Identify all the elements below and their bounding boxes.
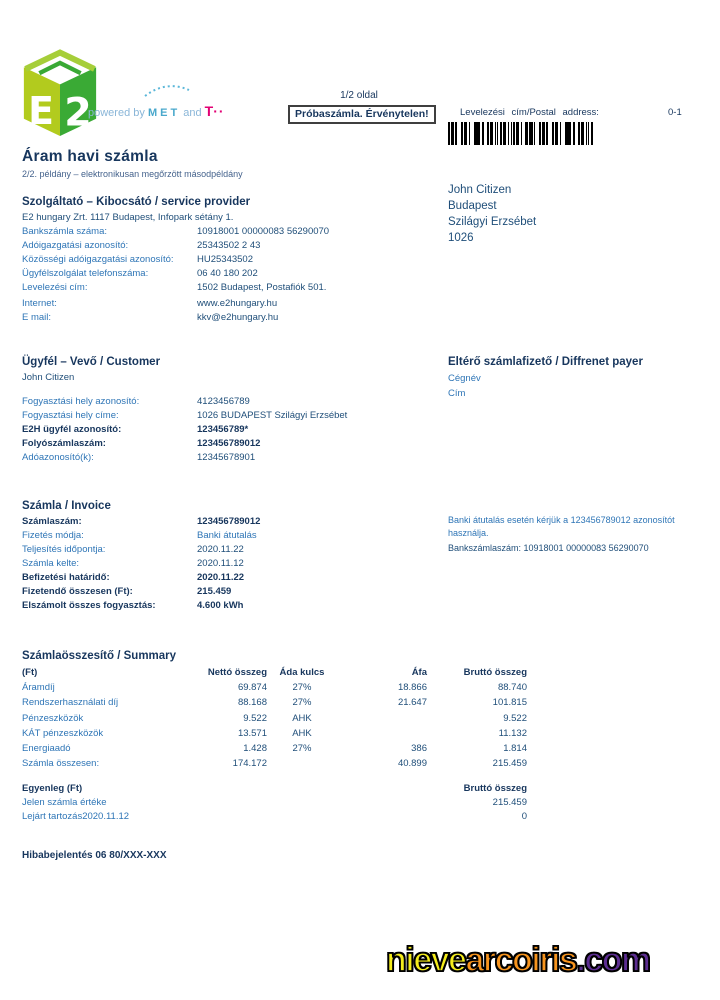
provider-row-label: Ügyfélszolgálat telefonszáma: <box>22 268 149 279</box>
provider-row-label: Közösségi adóigazgatási azonosító: <box>22 254 174 265</box>
met-logo: MET <box>147 107 181 119</box>
customer-row-value: 1026 BUDAPEST Szilágyi Erzsébet <box>197 410 348 421</box>
customer-row <box>22 409 432 423</box>
row-label: KÁT pénzeszközök <box>22 727 104 739</box>
customer-row <box>22 451 432 465</box>
invoice-number: 123456789012 <box>197 516 261 527</box>
row-brutto: 215.459 <box>492 758 527 770</box>
provider-heading: Szolgáltató – Kibocsátó / service provider <box>22 196 251 208</box>
watermark-part3: .com <box>576 941 650 979</box>
bank-note-line2: használja. <box>448 527 489 538</box>
invoice-section <box>22 500 432 613</box>
address-label: Cím <box>448 388 466 399</box>
summary-table-section <box>22 650 527 771</box>
invoice-row-label: Fizetendő összesen (Ft): <box>22 586 133 597</box>
customer-row-label: Fogyasztási hely címe: <box>22 410 119 421</box>
table-row <box>22 695 527 710</box>
powered-by-line <box>88 103 225 119</box>
provider-row-value: 06 40 180 202 <box>197 268 258 279</box>
draft-stamp: Próbaszámla. Érvénytelen! <box>288 105 436 124</box>
col-netto: Nettó összeg <box>207 667 267 678</box>
provider-row <box>22 297 432 311</box>
summary-unit: (Ft) <box>22 667 38 678</box>
invoice-row <box>22 599 432 613</box>
row-kulcs: AHK <box>292 712 312 724</box>
provider-row-value: 1502 Budapest, Postafiók 501. <box>197 282 327 293</box>
customer-row-value: 123456789* <box>197 424 249 435</box>
e2-logo-graphic <box>17 48 103 138</box>
customer-row-label: Fogyasztási hely azonosító: <box>22 396 140 407</box>
bank-note-line1: Banki átutalás esetén kérjük a 123456789012 azonosítót <box>448 515 675 525</box>
customer-row <box>22 423 432 437</box>
recipient-zip: 1026 <box>448 232 474 244</box>
telekom-dots-icon: ·· <box>213 103 225 119</box>
page-indicator: 1/2 oldal <box>340 90 378 101</box>
provider-row <box>22 281 432 295</box>
row-kulcs: 27% <box>292 697 312 709</box>
invoice-row-label: Elszámolt összes fogyasztás: <box>22 600 156 611</box>
telekom-logo: T <box>204 103 214 119</box>
col-afa: Áfa <box>411 667 427 678</box>
customer-heading: Ügyfél – Vevő / Customer <box>22 356 161 368</box>
customer-row-value: 4123456789 <box>197 396 250 407</box>
col-brutto: Bruttó összeg <box>463 667 527 678</box>
balance-row-label: Lejárt tartozás2020.11.12 <box>22 811 130 822</box>
row-brutto: 101.815 <box>492 697 527 709</box>
row-brutto: 1.814 <box>503 743 527 755</box>
row-kulcs: 27% <box>292 743 312 755</box>
provider-row <box>22 311 432 325</box>
e2-logo-letter-2: 2 <box>64 89 92 136</box>
row-afa <box>337 711 427 726</box>
row-netto: 88.168 <box>237 697 267 709</box>
customer-row-value: 123456789012 <box>197 438 261 449</box>
row-brutto: 9.522 <box>503 712 527 724</box>
provider-row <box>22 253 432 267</box>
balance-header-row <box>22 782 527 796</box>
table-row <box>22 680 527 695</box>
recipient-street: Szilágyi Erzsébet <box>448 216 537 228</box>
invoice-heading: Számla / Invoice <box>22 500 111 512</box>
row-label: Rendszerhasználati díj <box>22 697 119 709</box>
row-label: Számla összesen: <box>22 758 100 770</box>
postal-address-label: Levelezési cím/Postal address: <box>460 107 599 118</box>
row-afa: 21.647 <box>397 697 427 709</box>
document-subtitle: 2/2. példány – elektronikusan megőrzött másodpéldány <box>22 169 243 179</box>
recipient-name: John Citizen <box>448 184 512 196</box>
customer-row-label: E2H ügyfél azonosító: <box>22 424 122 435</box>
table-total-row <box>22 756 527 771</box>
row-brutto: 88.740 <box>497 682 527 694</box>
watermark-part2: arcoiris <box>465 941 577 979</box>
recipient-city: Budapest <box>448 200 497 212</box>
row-label: Áramdíj <box>22 682 55 694</box>
invoice-row-label: Teljesítés időpontja: <box>22 544 106 555</box>
row-kulcs: 27% <box>292 682 312 694</box>
powered-by-label: powered by <box>88 107 145 119</box>
table-row <box>22 741 527 756</box>
payment-method: Banki átutalás <box>197 530 257 541</box>
row-kulcs <box>267 756 337 771</box>
row-kulcs: AHK <box>292 727 312 739</box>
row-brutto: 11.132 <box>498 727 527 739</box>
balance-row <box>22 810 527 824</box>
provider-row <box>22 239 432 253</box>
bank-transfer-note <box>448 514 713 555</box>
different-payer-section <box>448 356 708 401</box>
provider-website-link: www.e2hungary.hu <box>197 298 278 309</box>
watermark-part1: nieve <box>386 941 466 979</box>
row-afa: 18.866 <box>397 682 427 694</box>
customer-row-label: Adóazonosító(k): <box>22 452 94 463</box>
site-watermark <box>386 941 650 980</box>
invoice-row <box>22 529 432 543</box>
provider-row-value: 10918001 00000083 56290070 <box>197 226 330 237</box>
invoice-row <box>22 515 432 529</box>
row-netto: 9.522 <box>243 712 267 724</box>
document-title: Áram havi számla <box>22 148 158 165</box>
provider-row <box>22 225 432 239</box>
error-report-line: Hibabejelentés 06 80/XXX-XXX <box>22 850 167 861</box>
recipient-address-block <box>448 182 536 246</box>
company-name-label: Cégnév <box>448 373 481 384</box>
row-afa: 386 <box>411 743 427 755</box>
balance-row-value: 215.459 <box>492 797 527 808</box>
total-consumption: 4.600 kWh <box>197 600 244 611</box>
provider-address: E2 hungary Zrt. 1117 Budapest, Infopark sétány 1. <box>22 212 234 223</box>
table-row <box>22 726 527 741</box>
row-afa <box>337 726 427 741</box>
summary-heading: Számlaösszesítő / Summary <box>22 650 177 662</box>
customer-row-label: Folyószámlaszám: <box>22 438 106 449</box>
provider-row-label: Internet: <box>22 298 57 309</box>
provider-row-value: 25343502 2 43 <box>197 240 261 251</box>
balance-col-header: Bruttó összeg <box>463 783 527 794</box>
invoice-date: 2020.11.12 <box>197 558 244 569</box>
provider-row-label: E mail: <box>22 312 52 323</box>
customer-section <box>22 356 432 465</box>
row-netto: 69.874 <box>237 682 267 694</box>
barcode <box>448 122 594 145</box>
invoice-row <box>22 571 432 585</box>
row-netto: 13.571 <box>237 727 267 739</box>
payment-deadline: 2020.11.22 <box>197 572 245 583</box>
total-payable: 215.459 <box>197 586 232 597</box>
invoice-row <box>22 585 432 599</box>
summary-header-row <box>22 665 527 680</box>
row-netto: 174.172 <box>232 758 267 770</box>
fulfillment-date: 2020.11.22 <box>197 544 244 555</box>
different-payer-heading: Eltérő számlafizető / Diffrenet payer <box>448 356 643 368</box>
row-label: Pénzeszközök <box>22 712 84 724</box>
met-swoosh-icon <box>142 84 192 98</box>
invoice-row <box>22 557 432 571</box>
e2-logo <box>17 48 103 143</box>
provider-row-label: Bankszámla száma: <box>22 226 108 237</box>
page-code: 0-1 <box>668 107 682 118</box>
invoice-row-label: Fizetés módja: <box>22 530 84 541</box>
customer-row <box>22 437 432 451</box>
balance-row <box>22 796 527 810</box>
customer-row <box>22 395 432 409</box>
invoice-row-label: Befizetési határidő: <box>22 572 110 583</box>
balance-heading: Egyenleg (Ft) <box>22 783 83 794</box>
balance-row-value: 0 <box>521 811 527 822</box>
provider-row-label: Adóigazgatási azonosító: <box>22 240 129 251</box>
customer-row-value: 12345678901 <box>197 452 256 463</box>
balance-section <box>22 782 527 824</box>
invoice-row-label: Számla kelte: <box>22 558 80 569</box>
service-provider-section <box>22 196 432 325</box>
provider-email-link: kkv@e2hungary.hu <box>197 312 279 323</box>
row-afa: 40.899 <box>397 758 427 770</box>
customer-name: John Citizen <box>22 372 75 383</box>
and-label: and <box>183 107 202 119</box>
table-row <box>22 711 527 726</box>
invoice-row <box>22 543 432 557</box>
provider-row-label: Levelezési cím: <box>22 282 88 293</box>
e2-logo-letter-e: E <box>28 88 55 133</box>
row-netto: 1.428 <box>243 743 267 755</box>
bank-account-line: Bankszámlaszám: 10918001 00000083 56290070 <box>448 543 649 553</box>
provider-row <box>22 267 432 281</box>
col-kulcs: Áda kulcs <box>279 667 325 678</box>
invoice-row-label: Számlaszám: <box>22 516 82 527</box>
balance-row-label: Jelen számla értéke <box>22 797 107 808</box>
provider-row-value: HU25343502 <box>197 254 253 265</box>
row-label: Energiaadó <box>22 743 71 755</box>
